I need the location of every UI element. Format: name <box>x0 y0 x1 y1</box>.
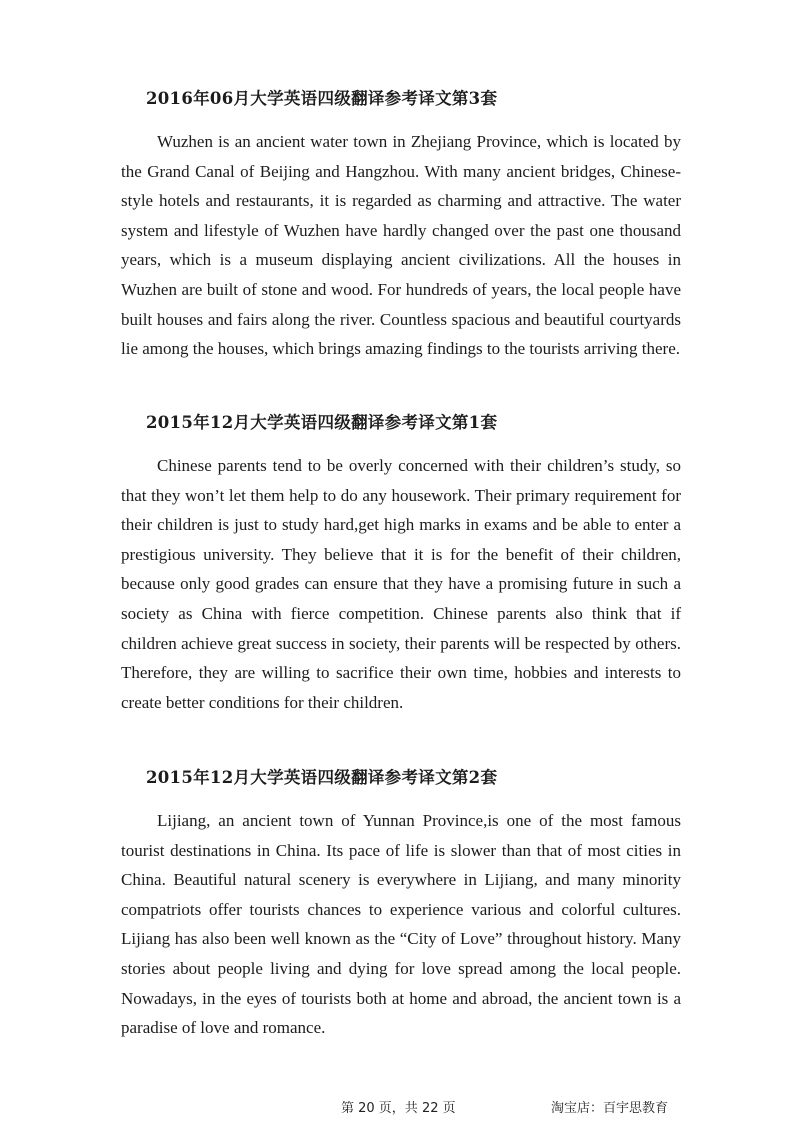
section-title: 2015年12月大学英语四级翻译参考译文第1套 <box>146 413 498 432</box>
section-paragraph: Chinese parents tend to be overly concerned with their children’s study, so that they won’t let them help to do any housework. Their primary requirement for their children is just to study hard,get high marks in exams and be able to enter a prestigious university. They believe that it is for the benefit of their children, because only good grades can ensure that they have a promising future in such a society as China with fierce competition. Chinese parents also think that if children achieve great success in society, their parents will be respected by others. Therefore, they are willing to sacrifice their own time, hobbies and interests to create better conditions for their children. <box>121 456 681 712</box>
section-paragraph: Wuzhen is an ancient water town in Zhejiang Province, which is located by the Grand Canal of Beijing and Hangzhou. With many ancient bridges, Chinese-style hotels and restaurants, it is regarded as charming and attractive. The water system and lifestyle of Wuzhen have hardly changed over the past one thousand years, which is a museum displaying ancient civilizations. All the houses in Wuzhen are built of stone and wood. For hundreds of years, the local people have built houses and fairs along the river. Countless spacious and beautiful courtyards lie among the houses, which brings amazing findings to the tourists arriving there. <box>121 132 681 359</box>
translation-section-3 <box>121 767 681 1043</box>
section-title: 2016年06月大学英语四级翻译参考译文第3套 <box>146 89 498 108</box>
page-footer <box>0 1097 800 1117</box>
section-paragraph: Lijiang, an ancient town of Yunnan Province,is one of the most famous tourist destinations in China. Its pace of life is slower than that of most cities in China. Beautiful natural scenery is everywhere in Lijiang, and many minority compatriots offer tourists chances to experience various and colorful cultures. Lijiang has also been well known as the “City of Love” throughout history. Many stories about people living and dying for love spread among the local people. Nowadays, in the eyes of tourists both at home and abroad, the ancient town is a paradise of love and romance. <box>121 811 681 1038</box>
section-title: 2015年12月大学英语四级翻译参考译文第2套 <box>146 768 498 787</box>
translation-section-1 <box>121 88 681 364</box>
page-number: 第 20 页，共 22 页 <box>341 1101 456 1116</box>
translation-section-2 <box>121 412 681 717</box>
shop-label: 淘宝店：百宇思教育 <box>551 1101 669 1116</box>
